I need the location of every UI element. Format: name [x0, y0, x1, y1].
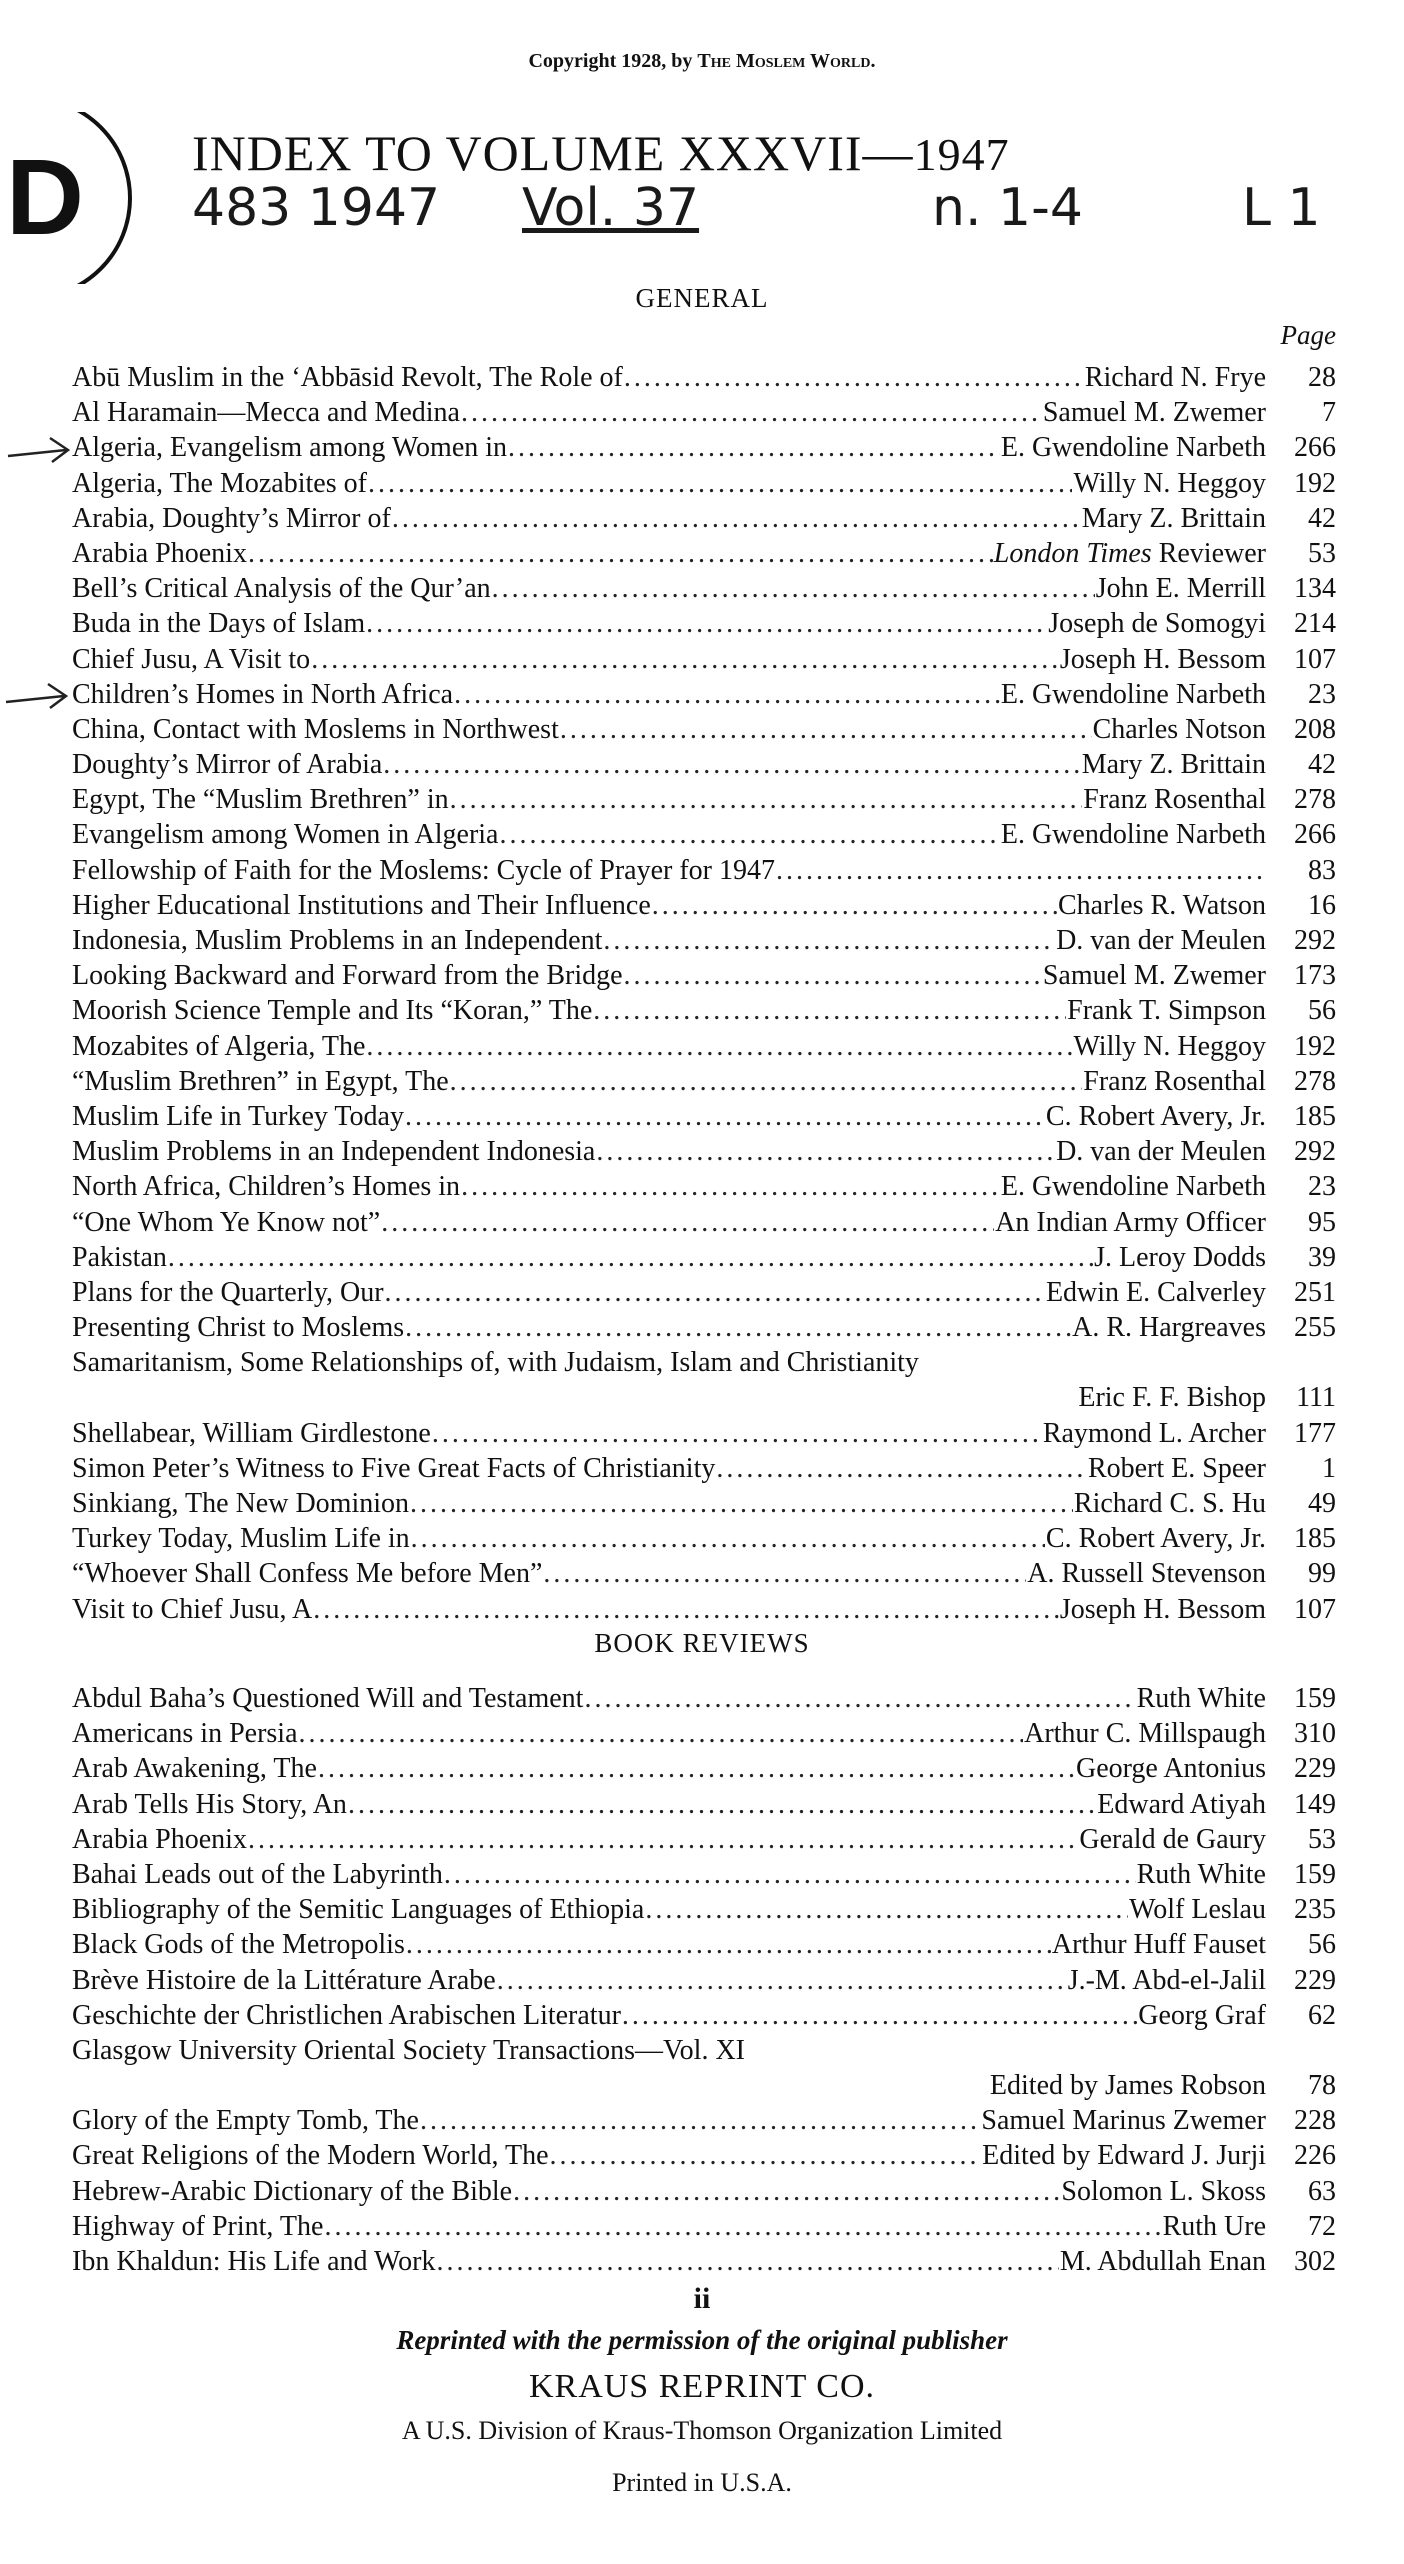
index-entry [72, 2244, 1336, 2279]
entry-page: 159 [1294, 1858, 1336, 1890]
entry-title: Presenting Christ to Moslems [72, 1312, 405, 1344]
dot-leader [432, 1416, 1042, 1451]
entry-page: 214 [1294, 608, 1336, 640]
entry-title: Arabia, Doughty’s Mirror of [72, 502, 391, 534]
dot-leader [497, 1963, 1067, 1998]
entry-page: 278 [1294, 784, 1336, 816]
copyright-publisher: The Moslem World. [697, 50, 876, 72]
dot-leader [652, 888, 1057, 923]
entry-author: Edited by Edward J. Jurji [982, 2140, 1266, 2172]
section-heading-book-reviews: BOOK REVIEWS [594, 1628, 810, 1658]
index-entry [72, 1380, 1336, 1415]
entry-page: 149 [1294, 1788, 1336, 1820]
dot-leader [584, 1681, 1135, 1716]
entry-title: Bibliography of the Semitic Languages of Ethiopia [72, 1894, 645, 1926]
entry-page: 16 [1308, 889, 1336, 921]
index-entry [72, 782, 1336, 817]
entry-page: 53 [1308, 537, 1336, 569]
dot-leader [454, 677, 1000, 712]
index-entry [72, 1681, 1336, 1716]
dot-leader [437, 2244, 1059, 2279]
title-text: INDEX TO VOLUME XXXVII— [192, 125, 914, 181]
dot-leader [318, 1751, 1075, 1786]
index-entry [72, 1275, 1336, 1310]
library-stamp-icon [0, 112, 150, 284]
entry-page: 107 [1294, 1593, 1336, 1625]
entry-page: 185 [1294, 1100, 1336, 1132]
entry-page: 53 [1308, 1823, 1336, 1855]
book-reviews-list [72, 1681, 1336, 2279]
dot-leader [716, 1451, 1087, 1486]
entry-page: 72 [1308, 2210, 1336, 2242]
entry-title: Visit to Chief Jusu, A [72, 1593, 313, 1625]
handwritten-issues: n. 1-4 [932, 178, 1083, 238]
dot-leader [381, 1205, 994, 1240]
entry-page: 111 [1296, 1382, 1336, 1414]
entry-page: 228 [1294, 2105, 1336, 2137]
index-entry [72, 1787, 1336, 1822]
index-entry [72, 2103, 1336, 2138]
entry-author: E. Gwendoline Narbeth [1000, 1171, 1266, 1203]
entry-title: Abdul Baha’s Questioned Will and Testament [72, 1683, 584, 1714]
index-entry [72, 1963, 1336, 1998]
dot-leader [348, 1787, 1096, 1822]
dot-leader [513, 2174, 1060, 2209]
index-entry [72, 501, 1336, 536]
index-entry [72, 1592, 1336, 1627]
entry-page: 266 [1294, 432, 1336, 464]
section-heading-general: GENERAL [635, 283, 769, 313]
index-entry [72, 1451, 1336, 1486]
dot-leader [299, 1716, 1024, 1751]
entry-page: 266 [1294, 819, 1336, 851]
page-column-label: Page [1280, 320, 1336, 350]
entry-author: John E. Merrill [1095, 573, 1266, 605]
index-entry [72, 536, 1336, 571]
entry-title: Abū Muslim in the ‘Abbāsid Revolt, The Role of [72, 362, 623, 393]
entry-title: Brève Histoire de la Littérature Arabe [72, 1964, 496, 1996]
entry-page: 235 [1294, 1894, 1336, 1926]
entry-page: 56 [1308, 1929, 1336, 1961]
entry-page: 28 [1308, 362, 1336, 393]
entry-title: Arabia Phoenix [72, 537, 247, 569]
dot-leader [405, 1310, 1071, 1345]
index-entry [72, 1064, 1336, 1099]
publisher-name: KRAUS REPRINT CO. [528, 2368, 876, 2405]
entry-title: Fellowship of Faith for the Moslems: Cycle of Prayer for 1947 [72, 854, 776, 886]
entry-author: A. R. Hargreaves [1072, 1312, 1266, 1344]
entry-author: Charles R. Watson [1058, 889, 1266, 921]
entry-title: “One Whom Ye Know not” [72, 1206, 381, 1238]
entry-page: 229 [1294, 1753, 1336, 1785]
entry-page: 78 [1308, 2070, 1336, 2102]
pencil-arrow-icon [4, 672, 74, 712]
index-entry [72, 1751, 1336, 1786]
entry-author: Arthur Huff Fauset [1051, 1929, 1266, 1961]
entry-title: Muslim Life in Turkey Today [72, 1100, 404, 1132]
entry-author: M. Abdullah Enan [1059, 2246, 1266, 2277]
dot-leader [366, 1029, 1072, 1064]
entry-author: Robert E. Speer [1087, 1452, 1266, 1484]
entry-author: Samuel Marinus Zwemer [981, 2105, 1266, 2137]
entry-title: Highway of Print, The [72, 2210, 324, 2242]
entry-author: Willy N. Heggoy [1073, 467, 1266, 499]
entry-page: 292 [1294, 1136, 1336, 1168]
entry-author: Edwin E. Calverley [1045, 1276, 1266, 1308]
handwritten-call-number: 483 1947 [192, 178, 441, 238]
entry-title: Glasgow University Oriental Society Transactions—Vol. XI [72, 2034, 745, 2066]
entry-title: Hebrew-Arabic Dictionary of the Bible [72, 2175, 513, 2207]
dot-leader [499, 817, 999, 852]
entry-title: Pakistan [72, 1241, 167, 1273]
dot-leader [776, 853, 1265, 888]
entry-page: 63 [1308, 2175, 1336, 2207]
dot-leader [410, 1486, 1073, 1521]
entry-author: Charles Notson [1092, 713, 1266, 745]
entry-title: Muslim Problems in an Independent Indonesia [72, 1136, 596, 1168]
entry-author: J.-M. Abd-el-Jalil [1067, 1964, 1266, 1996]
index-entry [72, 817, 1336, 852]
dot-leader [450, 782, 1083, 817]
dot-leader [596, 1134, 1055, 1169]
entry-title: North Africa, Children’s Homes in [72, 1171, 461, 1203]
entry-page: 23 [1308, 1171, 1336, 1203]
index-entry [72, 395, 1336, 430]
dot-leader [311, 642, 1059, 677]
entry-author: Arthur C. Millspaugh [1024, 1718, 1266, 1750]
index-entry [72, 1927, 1336, 1962]
entry-title: Black Gods of the Metropolis [72, 1929, 405, 1961]
entry-author-italic: London Times [993, 537, 1152, 569]
entry-title: Shellabear, William Girdlestone [72, 1417, 431, 1449]
entry-author: Samuel M. Zwemer [1042, 397, 1266, 429]
dot-leader [450, 1064, 1083, 1099]
entry-title: Children’s Homes in North Africa [72, 678, 454, 710]
index-entry [72, 888, 1336, 923]
handwritten-annotation [192, 172, 1332, 252]
index-entry [72, 1169, 1336, 1204]
index-entry [72, 1416, 1336, 1451]
entry-title: Moorish Science Temple and Its “Koran,” The [72, 995, 593, 1027]
entry-author: J. Leroy Dodds [1094, 1241, 1266, 1273]
entry-page: 99 [1308, 1558, 1336, 1590]
index-entry [72, 958, 1336, 993]
index-entry [72, 1345, 1336, 1380]
index-entry [72, 923, 1336, 958]
entry-author: Georg Graf [1138, 1999, 1266, 2031]
index-entry [72, 1099, 1336, 1134]
entry-page: 42 [1308, 502, 1336, 534]
index-entry [72, 1892, 1336, 1927]
entry-title: Algeria, Evangelism among Women in [72, 432, 508, 464]
entry-author: An Indian Army Officer [995, 1206, 1266, 1238]
pencil-arrow-icon [6, 428, 76, 468]
dot-leader [248, 536, 993, 571]
entry-author: D. van der Meulen [1056, 1136, 1266, 1168]
entry-author: Franz Rosenthal [1083, 1065, 1266, 1097]
entry-author: Raymond L. Archer [1042, 1417, 1266, 1449]
index-entry [72, 1134, 1336, 1169]
dot-leader [392, 501, 1081, 536]
index-entry [72, 712, 1336, 747]
entry-page: 292 [1294, 925, 1336, 956]
entry-author: C. Robert Avery, Jr. [1045, 1100, 1266, 1132]
dot-leader [622, 1998, 1137, 2033]
entry-author: E. Gwendoline Narbeth [1000, 678, 1266, 710]
dot-leader [366, 606, 1047, 641]
entry-title: Chief Jusu, A Visit to [72, 643, 311, 675]
entry-page: 39 [1308, 1241, 1336, 1273]
index-entry [72, 2138, 1336, 2173]
entry-title: Great Religions of the Modern World, The [72, 2140, 549, 2172]
dot-leader [368, 466, 1073, 501]
entry-page: 173 [1294, 960, 1336, 992]
entry-page: 107 [1294, 643, 1336, 675]
handwritten-volume: Vol. 37 [522, 178, 700, 238]
entry-author: Joseph H. Bessom [1059, 643, 1266, 675]
entry-title: Arab Awakening, The [72, 1753, 317, 1785]
entry-author: Ruth White [1136, 1683, 1266, 1714]
dot-leader [420, 2103, 980, 2138]
entry-title: Plans for the Quarterly, Our [72, 1276, 384, 1308]
index-entry [72, 1998, 1336, 2033]
entry-author: Samuel M. Zwemer [1042, 960, 1266, 992]
entry-page: 62 [1308, 1999, 1336, 2031]
dot-leader [508, 430, 1000, 465]
dot-leader [406, 1927, 1051, 1962]
entry-title: Buda in the Days of Islam [72, 608, 366, 640]
entry-author: Joseph de Somogyi [1048, 608, 1266, 640]
entry-author: Mary Z. Brittain [1081, 749, 1266, 781]
entry-title: Arabia Phoenix [72, 1823, 247, 1855]
index-entry [72, 853, 1336, 888]
index-entry [72, 642, 1336, 677]
entry-author: Gerald de Gaury [1079, 1823, 1266, 1855]
entry-author: George Antonius [1075, 1753, 1266, 1785]
stamp-letter: D [6, 136, 84, 257]
entry-author: Richard N. Frye [1084, 362, 1266, 393]
entry-title: Sinkiang, The New Dominion [72, 1488, 410, 1519]
copyright-notice [0, 50, 1404, 73]
entry-page: 192 [1294, 1030, 1336, 1062]
reprint-note: Reprinted with the permission of the original publisher [396, 2325, 1008, 2355]
entry-page: 278 [1294, 1065, 1336, 1097]
entry-page: 251 [1294, 1276, 1336, 1308]
entry-page: 185 [1294, 1523, 1336, 1555]
entry-author: Edited by James Robson [989, 2070, 1266, 2102]
dot-leader [248, 1822, 1078, 1857]
copyright-prefix: Copyright 1928, by [528, 50, 698, 72]
title-year: 1947 [913, 129, 1010, 180]
entry-title: “Muslim Brethren” in Egypt, The [72, 1065, 449, 1097]
entry-author: D. van der Meulen [1056, 925, 1266, 956]
index-entry [72, 2209, 1336, 2244]
index-entry [72, 1205, 1336, 1240]
entry-page: 83 [1308, 854, 1336, 886]
index-entry [72, 1486, 1336, 1521]
dot-leader [461, 395, 1042, 430]
index-entry [72, 466, 1336, 501]
entry-author: Willy N. Heggoy [1073, 1030, 1266, 1062]
index-entry [72, 1822, 1336, 1857]
entry-author: Joseph H. Bessom [1059, 1593, 1266, 1625]
entry-page: 192 [1294, 467, 1336, 499]
index-entry [72, 1240, 1336, 1275]
index-entry [72, 2068, 1336, 2103]
entry-author: Ruth White [1136, 1858, 1266, 1890]
dot-leader [405, 1099, 1045, 1134]
entry-page: 177 [1294, 1417, 1336, 1449]
entry-page: 208 [1294, 713, 1336, 745]
entry-title: Bahai Leads out of the Labyrinth [72, 1858, 443, 1890]
index-entry [72, 747, 1336, 782]
index-entry [72, 430, 1336, 465]
entry-page: 23 [1308, 678, 1336, 710]
entry-title: Indonesia, Muslim Problems in an Independent [72, 925, 603, 956]
dot-leader [624, 360, 1084, 395]
entry-author: Ruth Ure [1162, 2210, 1266, 2242]
entry-page: 255 [1294, 1312, 1336, 1344]
index-entry [72, 571, 1336, 606]
dot-leader [560, 712, 1092, 747]
dot-leader [543, 1556, 1026, 1591]
index-entry [72, 1310, 1336, 1345]
index-entry [72, 1857, 1336, 1892]
index-entry [72, 1716, 1336, 1751]
dot-leader [492, 571, 1095, 606]
general-index-list [72, 360, 1336, 1627]
dot-leader [444, 1857, 1136, 1892]
entry-title: Higher Educational Institutions and Their Influence [72, 889, 651, 921]
entry-author: Edward Atiyah [1097, 1788, 1266, 1820]
entry-title: Al Haramain—Mecca and Medina [72, 397, 460, 429]
entry-title: Doughty’s Mirror of Arabia [72, 749, 383, 781]
index-entry [72, 1029, 1336, 1064]
printed-in: Printed in U.S.A. [612, 2468, 792, 2497]
entry-title: Arab Tells His Story, An [72, 1788, 347, 1820]
entry-author: Richard C. S. Hu [1073, 1488, 1266, 1519]
entry-title: Evangelism among Women in Algeria [72, 819, 499, 851]
entry-author: Mary Z. Brittain [1081, 502, 1266, 534]
entry-title: Algeria, The Mozabites of [72, 467, 367, 499]
entry-page: 159 [1294, 1683, 1336, 1714]
index-entry [72, 2174, 1336, 2209]
entry-author: Wolf Leslau [1129, 1894, 1266, 1926]
index-entry [72, 677, 1336, 712]
dot-leader [603, 923, 1055, 958]
entry-author: E. Gwendoline Narbeth [1000, 432, 1266, 464]
entry-title: Glory of the Empty Tomb, The [72, 2105, 419, 2137]
entry-title: Geschichte der Christlichen Arabischen Literatur [72, 1999, 621, 2031]
entry-title: Simon Peter’s Witness to Five Great Facts of Christianity [72, 1452, 716, 1484]
entry-author: Reviewer [1151, 537, 1266, 569]
entry-title: Samaritanism, Some Relationships of, with Judaism, Islam and Christianity [72, 1347, 919, 1379]
entry-author: Solomon L. Skoss [1061, 2175, 1266, 2207]
index-entry [72, 1556, 1336, 1591]
dot-leader [168, 1240, 1093, 1275]
entry-page: 1 [1322, 1452, 1336, 1484]
dot-leader [461, 1169, 1000, 1204]
entry-page: 229 [1294, 1964, 1336, 1996]
entry-author: C. Robert Avery, Jr. [1045, 1523, 1266, 1555]
index-entry [72, 606, 1336, 641]
entry-title: China, Contact with Moslems in Northwest [72, 713, 559, 745]
publisher-division: A U.S. Division of Kraus-Thomson Organization Limited [401, 2416, 1003, 2445]
dot-leader [645, 1892, 1128, 1927]
entry-page: 7 [1322, 397, 1336, 429]
entry-page: 95 [1308, 1206, 1336, 1238]
page-number: ii [693, 2282, 711, 2315]
index-entry [72, 1521, 1336, 1556]
dot-leader [550, 2138, 982, 2173]
dot-leader [593, 993, 1066, 1028]
entry-title: Mozabites of Algeria, The [72, 1030, 366, 1062]
entry-author: Franz Rosenthal [1083, 784, 1266, 816]
entry-author: E. Gwendoline Narbeth [1000, 819, 1266, 851]
entry-author: Eric F. F. Bishop [1078, 1382, 1266, 1414]
entry-title: Bell’s Critical Analysis of the Qur’an [72, 573, 491, 605]
entry-page: 56 [1308, 995, 1336, 1027]
index-entry [72, 360, 1336, 395]
entry-title: Looking Backward and Forward from the Bridge [72, 960, 623, 992]
entry-title: Turkey Today, Muslim Life in [72, 1523, 410, 1555]
entry-page: 310 [1294, 1718, 1336, 1750]
entry-page: 42 [1308, 749, 1336, 781]
handwritten-location: L 1 [1242, 178, 1321, 238]
dot-leader [324, 2209, 1161, 2244]
index-entry [72, 993, 1336, 1028]
dot-leader [383, 747, 1080, 782]
dot-leader [624, 958, 1042, 993]
entry-title: Ibn Khaldun: His Life and Work [72, 2246, 436, 2277]
entry-author: Frank T. Simpson [1067, 995, 1266, 1027]
dot-leader [385, 1275, 1045, 1310]
entry-title: Egypt, The “Muslim Brethren” in [72, 784, 449, 816]
entry-title: “Whoever Shall Confess Me before Men” [72, 1558, 543, 1590]
dot-leader [411, 1521, 1045, 1556]
entry-page: 302 [1294, 2246, 1336, 2277]
dot-leader [313, 1592, 1059, 1627]
entry-title: Americans in Persia [72, 1718, 298, 1750]
index-entry [72, 2033, 1336, 2068]
entry-page: 49 [1308, 1488, 1336, 1519]
entry-page: 226 [1294, 2140, 1336, 2172]
entry-author: A. Russell Stevenson [1027, 1558, 1266, 1590]
entry-page: 134 [1294, 573, 1336, 605]
